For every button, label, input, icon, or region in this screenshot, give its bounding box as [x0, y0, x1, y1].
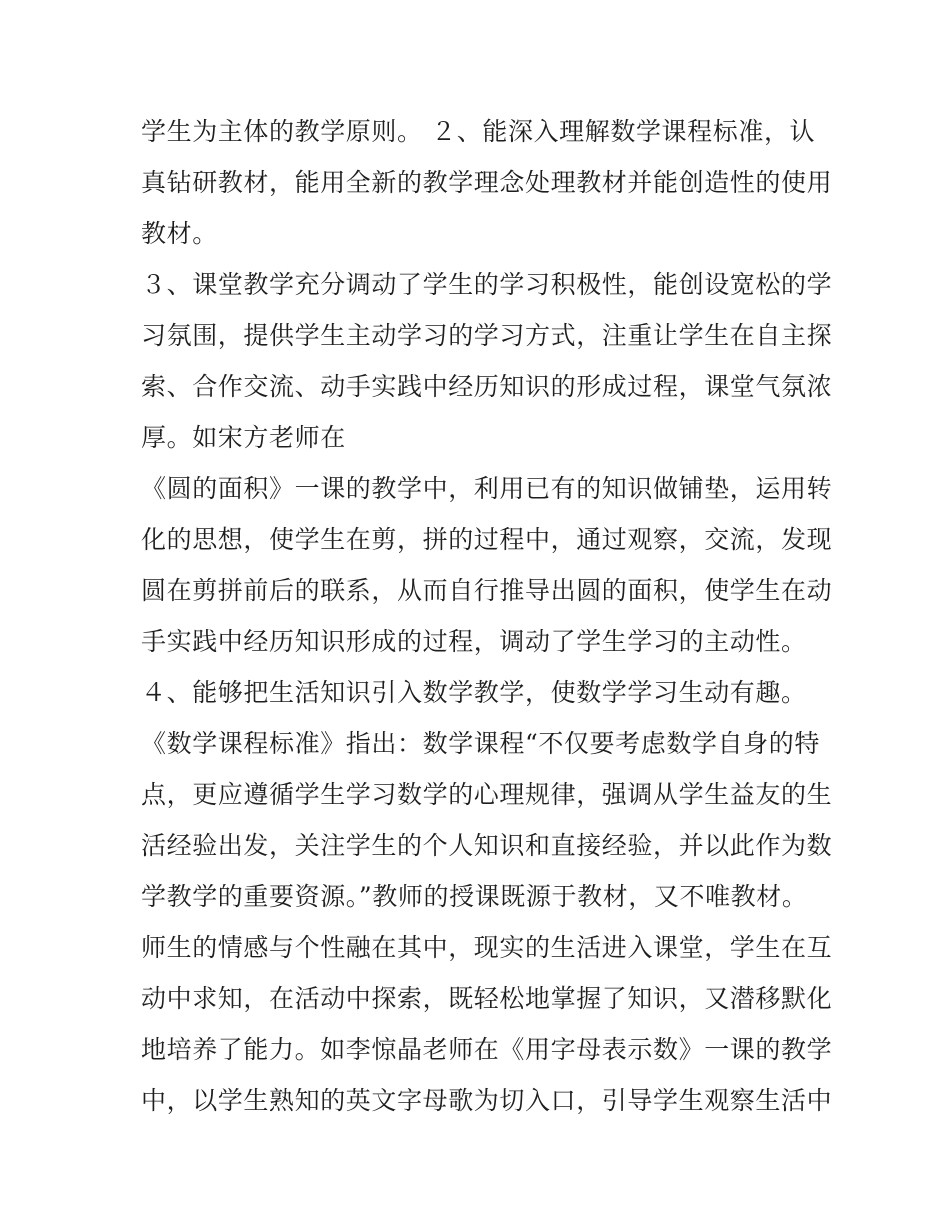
text-line: 《圆的面积》一课的教学中，利用已有的知识做铺垫，运用转: [141, 474, 833, 503]
text-line: 中，以学生熟知的英文字母歌为切入口，引导学生观察生活中: [141, 1086, 833, 1115]
text-line: 教材。: [141, 219, 218, 248]
text-line: 动中求知，在活动中探索，既轻松地掌握了知识，又潜移默化: [141, 984, 833, 1013]
text-line: 真钻研教材，能用全新的教学理念处理教材并能创造性的使用: [141, 168, 833, 197]
body-text: [141, 106, 833, 1126]
text-line: ４、能够把生活知识引入数学教学，使数学学习生动有趣。: [141, 678, 807, 707]
text-line: 《数学课程标准》指出：数学课程“不仅要考虑数学自身的特: [141, 729, 820, 758]
text-line: 手实践中经历知识形成的过程，调动了学生学习的主动性。: [141, 627, 807, 656]
text-line: 师生的情感与个性融在其中，现实的生活进入课堂，学生在互: [141, 933, 833, 962]
text-line: 厚。如宋方老师在: [141, 423, 346, 452]
text-line: 学教学的重要资源。”教师的授课既源于教材，又不唯教材。: [141, 882, 808, 911]
text-line: ３、课堂教学充分调动了学生的学习积极性，能创设宽松的学: [141, 270, 833, 299]
text-line: 学生为主体的教学原则。 ２、能深入理解数学课程标准，认: [141, 117, 816, 146]
text-line: 点，更应遵循学生学习数学的心理规律，强调从学生益友的生: [141, 780, 833, 809]
text-line: 化的思想，使学生在剪，拼的过程中，通过观察，交流，发现: [141, 525, 833, 554]
text-line: 地培养了能力。如李惊晶老师在《用字母表示数》一课的教学: [141, 1035, 833, 1064]
text-line: 圆在剪拼前后的联系，从而自行推导出圆的面积，使学生在动: [141, 576, 833, 605]
text-line: 习氛围，提供学生主动学习的学习方式，注重让学生在自主探: [141, 321, 833, 350]
text-line: 索、合作交流、动手实践中经历知识的形成过程，课堂气氛浓: [141, 372, 833, 401]
text-line: 活经验出发，关注学生的个人知识和直接经验，并以此作为数: [141, 831, 833, 860]
